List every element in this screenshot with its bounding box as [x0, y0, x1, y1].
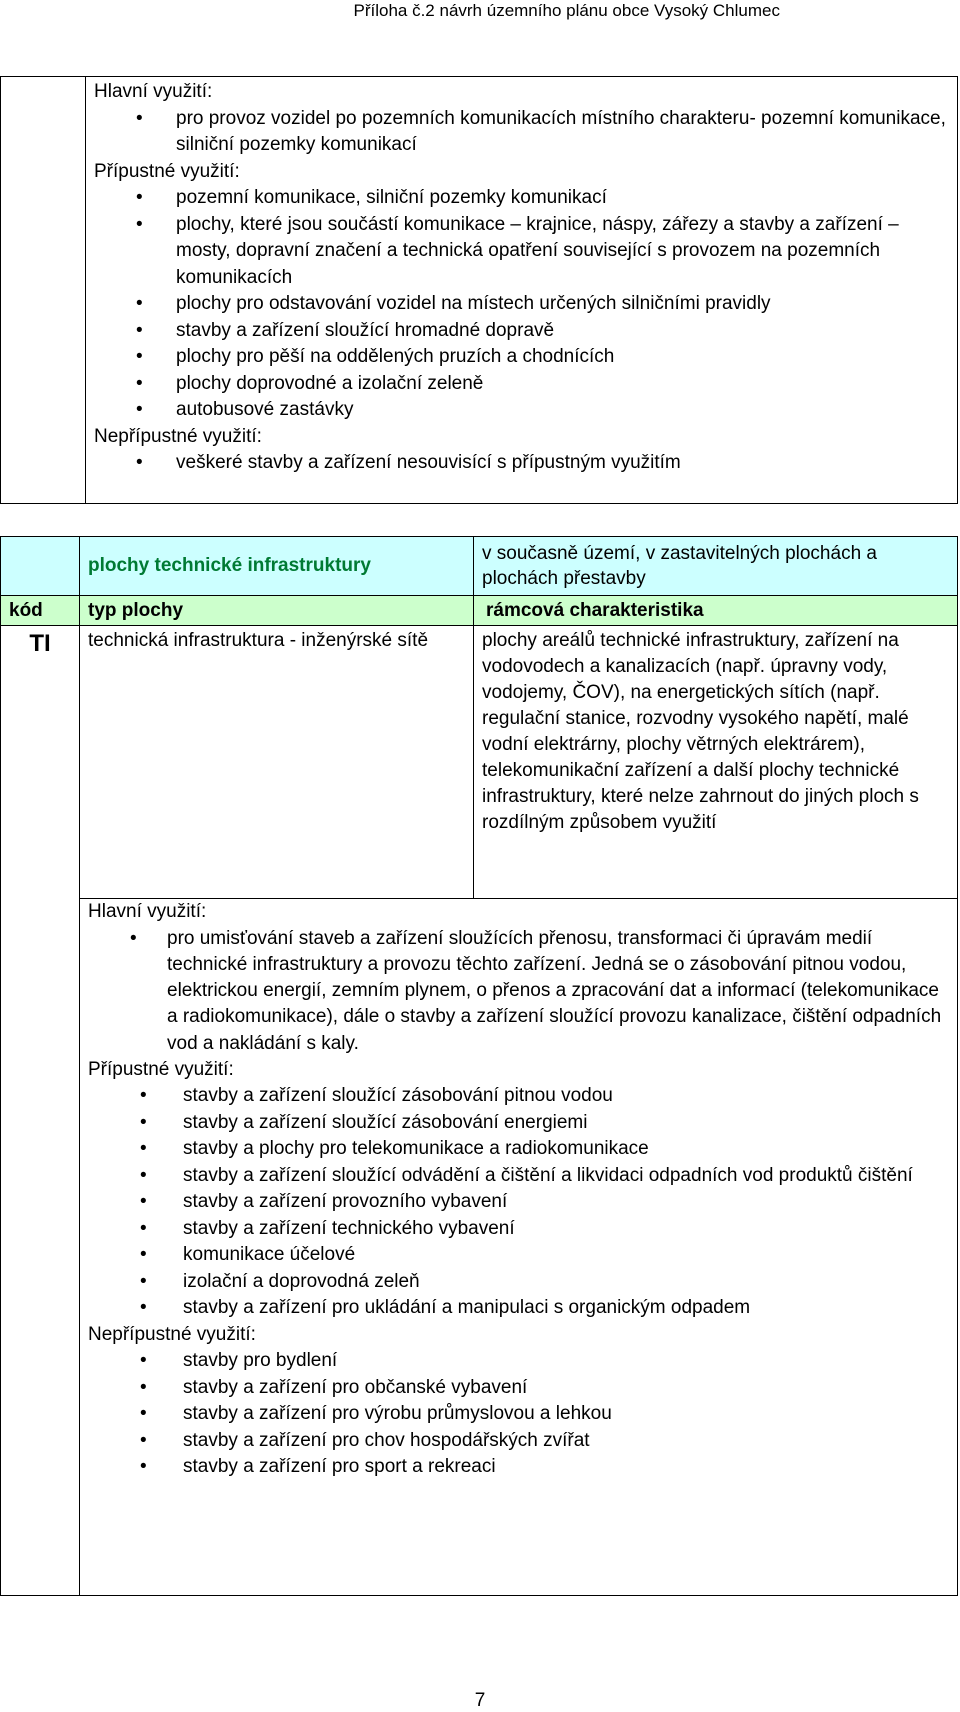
bullet-icon: • — [140, 1085, 147, 1107]
bullet-icon: • — [140, 1270, 147, 1292]
list-item — [94, 106, 949, 159]
list-item — [94, 212, 949, 292]
list-item — [88, 1428, 949, 1455]
list-item-text: stavby a zařízení provozního vybavení — [183, 1191, 508, 1213]
table-doprava-continuation — [0, 76, 958, 504]
bullet-icon: • — [140, 1350, 147, 1372]
list-item-text: stavby a zařízení pro ukládání a manipulaci s organickým odpadem — [183, 1297, 751, 1319]
table-title-row — [1, 537, 957, 596]
bullet-icon: • — [136, 346, 143, 367]
bullet-icon: • — [140, 1297, 147, 1319]
bullet-icon: • — [140, 1138, 147, 1160]
bullet-icon: • — [140, 1403, 147, 1425]
list-item-text: plochy, které jsou součástí komunikace – krajnice, náspy, zářezy a stavby a zařízení – mosty, dopravní značení a technická opatření související s provozem na pozemních komunikacích — [176, 213, 899, 288]
pripustne-label: Přípustné využití: — [88, 1058, 234, 1080]
page-header: Příloha č.2 návrh územního plánu obce Vysoký Chlumec — [353, 1, 780, 20]
title-row-empty-cell — [1, 537, 80, 595]
list-item — [94, 344, 949, 371]
table-title: plochy technické infrastruktury — [80, 537, 474, 595]
list-item — [94, 397, 949, 424]
list-item — [94, 450, 949, 477]
list-item — [94, 371, 949, 398]
list-item-text: stavby a zařízení pro chov hospodářských zvířat — [183, 1429, 590, 1451]
nepripustne-list — [94, 450, 949, 477]
list-item — [88, 1295, 949, 1322]
list-item — [88, 1110, 949, 1137]
bullet-icon: • — [136, 213, 143, 235]
list-item-text: komunikace účelové — [183, 1244, 356, 1266]
list-item-text: stavby a plochy pro telekomunikace a radiokomunikace — [183, 1138, 649, 1160]
table-scope: v současně území, v zastavitelných plochách a plochách přestavby — [482, 543, 877, 589]
bullet-icon: • — [140, 1429, 147, 1451]
bullet-icon: • — [140, 1164, 147, 1186]
list-item — [94, 318, 949, 345]
list-item-text: stavby a zařízení sloužící odvádění a čištění a likvidaci odpadních vod produktů čištění — [183, 1164, 913, 1186]
list-item — [88, 1189, 949, 1216]
list-item — [88, 1401, 949, 1428]
nepripustne-list — [88, 1348, 949, 1481]
nepripustne-label: Nepřípustné využití: — [88, 1323, 256, 1345]
pripustne-label: Přípustné využití: — [94, 160, 240, 182]
usage-content — [94, 79, 949, 477]
bullet-icon: • — [140, 1456, 147, 1478]
list-item — [88, 1083, 949, 1110]
pripustne-list — [94, 185, 949, 424]
bullet-icon: • — [136, 399, 143, 420]
charakteristika-cell: plochy areálů technické infrastruktury, zařízení na vodovodech a kanalizacích (např. úpravny vody, vodojemy, ČOV), na energetických sítích (např. regulační stanice, rozvodny vysokého napětí, malé vodní elektrárny, plochy větrných elektrárem), telekomunikační zařízení a další plochy technické infrastruktury, které nelze zahrnout do jiných ploch s rozdílným způsobem využití — [482, 630, 919, 833]
column-header-row — [1, 596, 957, 626]
col-header-charakteristika: rámcová charakteristika — [486, 599, 704, 621]
list-item-text: izolační a doprovodná zeleň — [183, 1270, 420, 1292]
list-item — [94, 185, 949, 212]
list-item-text: plochy pro odstavování vozidel na místech určených silničními pravidly — [176, 293, 771, 314]
col-header-typ: typ plochy — [80, 596, 474, 625]
pripustne-list — [88, 1083, 949, 1322]
kod-column — [1, 626, 80, 1595]
kod-column — [1, 77, 86, 503]
bullet-icon: • — [140, 1111, 147, 1133]
list-item — [88, 926, 949, 1057]
bullet-icon: • — [140, 1376, 147, 1398]
usage-content — [88, 899, 949, 1481]
page-number: 7 — [474, 1690, 486, 1711]
table-row — [80, 626, 957, 899]
list-item-text: plochy pro pěší na oddělených pruzích a chodnících — [176, 346, 615, 367]
typ-plochy-cell: technická infrastruktura - inženýrské sítě — [80, 626, 474, 898]
bullet-icon: • — [140, 1244, 147, 1266]
hlavni-label: Hlavní využití: — [88, 901, 207, 922]
bullet-icon: • — [136, 187, 143, 208]
hlavni-list — [94, 106, 949, 159]
list-item-text: autobusové zastávky — [176, 399, 354, 420]
bullet-icon: • — [136, 452, 143, 473]
list-item-text: stavby a zařízení pro výrobu průmyslovou a lehkou — [183, 1403, 612, 1425]
table-technicka-infrastruktura — [0, 536, 958, 1596]
col-header-kod: kód — [1, 596, 80, 625]
list-item — [88, 1269, 949, 1296]
list-item-text: pro provoz vozidel po pozemních komunikacích místního charakteru- pozemní komunikace, silniční pozemky komunikací — [176, 107, 946, 155]
list-item — [88, 1242, 949, 1269]
list-item — [88, 1163, 949, 1190]
list-item — [88, 1216, 949, 1243]
bullet-icon: • — [136, 372, 143, 394]
list-item — [94, 291, 949, 318]
list-item-text: plochy doprovodné a izolační zeleně — [176, 372, 484, 394]
list-item — [88, 1375, 949, 1402]
list-item-text: pro umisťování staveb a zařízení sloužících přenosu, transformaci či úpravám medií technické infrastruktury a provozu těchto zařízení. Jedná se o zásobování pitnou vodou, elektrickou energií, zemním plynem, o přenos a zpracování dat a informací (telekomunikace a radiokomunikace), dále o stavby a zařízení sloužící provozu kanalizace, čištění odpadních vod a nakládání s kaly. — [167, 927, 942, 1054]
hlavni-label: Hlavní využití: — [94, 81, 213, 102]
list-item — [88, 1136, 949, 1163]
nepripustne-label: Nepřípustné využití: — [94, 425, 262, 447]
list-item-text: veškeré stavby a zařízení nesouvisící s přípustným využitím — [176, 452, 681, 473]
list-item-text: stavby a zařízení pro občanské vybavení — [183, 1376, 528, 1398]
bullet-icon: • — [140, 1217, 147, 1239]
list-item-text: stavby a zařízení sloužící zásobování pitnou vodou — [183, 1085, 613, 1107]
bullet-icon: • — [136, 107, 143, 129]
bullet-icon: • — [136, 319, 143, 341]
list-item-text: stavby a zařízení sloužící hromadné dopravě — [176, 319, 555, 341]
bullet-icon: • — [136, 293, 143, 314]
list-item-text: stavby pro bydlení — [183, 1350, 338, 1372]
hlavni-list — [88, 926, 949, 1057]
list-item-text: stavby a zařízení sloužící zásobování energiemi — [183, 1111, 588, 1133]
list-item-text: stavby a zařízení technického vybavení — [183, 1217, 515, 1239]
list-item — [88, 1348, 949, 1375]
list-item-text: pozemní komunikace, silniční pozemky komunikací — [176, 187, 607, 208]
list-item-text: stavby a zařízení pro sport a rekreaci — [183, 1456, 496, 1478]
bullet-icon: • — [130, 927, 137, 949]
list-item — [88, 1454, 949, 1481]
kod-value: TI — [29, 630, 51, 657]
bullet-icon: • — [140, 1191, 147, 1213]
